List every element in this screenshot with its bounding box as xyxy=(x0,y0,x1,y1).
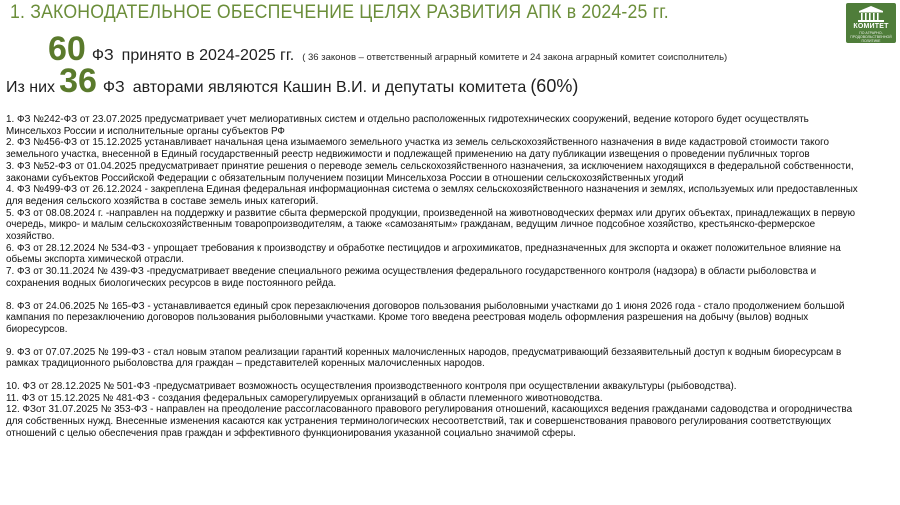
list-item: 2. ФЗ №456-ФЗ от 15.12.2025 устанавливает начальная цена изымаемого земельного участка из земель сельскохозяйственного назначения в виде кадастровой стоимости такого земельного участка, внесенной в Единый государственный реестр недвижимости и подлежащей применению на дату публикации извещения о проведении публичных торгов xyxy=(6,137,829,161)
authored-laws-text: авторами являются Кашин В.И. и депутаты комитета xyxy=(132,79,527,96)
laws-list xyxy=(6,114,863,440)
logo-name: КОМИТЕТ xyxy=(853,23,889,30)
list-item: 8. ФЗ от 24.06.2025 № 165-ФЗ - устанавливается единый срок перезаключения договоров пользования рыболовными участками до 1 июня 2026 года - стало продолжением большой кампания по перезаключению договоров пользования рыболовными участками. Кроме того введена реестровая модель оформления разрешения на добычу (вылов) водных биоресурсов. xyxy=(6,300,845,335)
authored-laws-stat xyxy=(6,64,578,98)
authored-laws-number: 36 xyxy=(59,62,97,100)
list-item: 12. ФЗот 31.07.2025 № 353-ФЗ - направлен на преодоление рассогласованного правового регулирования отношений, касающихся ведения гражданами садоводства и огородничества для собственных нужд. Внесенные изменения касаются как устранения терминологических несоответствий, так и совершенствования правового регулирования соответствующих отношений с целью обеспечения прав граждан и эффективного функционирования указанной социально значимой сферы. xyxy=(6,404,853,439)
authored-prefix: Из них xyxy=(6,79,56,96)
authored-laws-unit: ФЗ xyxy=(102,79,125,96)
list-item: 3. ФЗ №52-ФЗ от 01.04.2025 предусматривает принятие решения о переводе земель сельскохозяйственного назначения, за исключением находящихся в федеральной собственности, законами субъектов Российской Федерации с обязательным получением позиции Минсельхоза России в отношении сельскохозяйственных угодий xyxy=(6,160,854,184)
list-item: 9. ФЗ от 07.07.2025 № 199-ФЗ - стал новым этапом реализации гарантий коренных малочисленных народов, предусматривающий беззаявительный доступ к водным биоресурсам в рамках традиционного рыболовства для граждан – представителей коренных малочисленных народов. xyxy=(6,346,842,370)
list-item: 1. ФЗ №242-ФЗ от 23.07.2025 предусматривает учет мелиоративных систем и отдельно расположенных гидротехнических сооружений, ведение которого будет осуществлять Минсельхоз России и исполнительные органы субъектов РФ xyxy=(6,114,809,137)
list-item: 6. ФЗ от 28.12.2024 № 534-ФЗ - упрощает требования к производству и обработке пестицидов и агрохимикатов, предназначенных для экспорта и окажет положительное влияние на обьемы экспорта химической отрасли. xyxy=(6,242,841,266)
page-title: 1. ЗАКОНОДАТЕЛЬНОЕ ОБЕСПЕЧЕНИЕ ЦЕЛЯХ РАЗВИТИЯ АПК в 2024-25 гг. xyxy=(10,2,669,23)
logo-subtitle: ПО АГРАРНО-ПРОДОВОЛЬСТВЕННОЙ ПОЛИТИКЕ xyxy=(850,31,892,43)
total-laws-stat xyxy=(48,32,727,66)
list-item: 11. ФЗ от 15.12.2025 № 481-ФЗ - создания федеральных саморегулируемых организаций в области племенного животноводства. xyxy=(6,392,603,404)
authored-laws-percent: (60%) xyxy=(530,76,579,96)
list-item: 5. ФЗ от 08.08.2024 г. -направлен на поддержку и развитие сбыта фермерской продукции, произведенной на животноводческих фермах или других объектах, принадлежащих в первую очередь, микро- и малым сельскохозяйственным товаропроизводителям, а также «самозанятым» гражданам, ведущим личное подсобное хозяйство, крестьянско-фермерское хозяйство. xyxy=(6,207,856,243)
list-item: 7. ФЗ от 30.11.2024 № 439-ФЗ -предусматривает введение специального режима осуществления федерального государственного контроля (надзора) в области рыболовства и сохранения водных биологических ресурсов в виде постоянного рейда. xyxy=(6,266,817,289)
total-laws-number: 60 xyxy=(48,30,86,68)
list-item: 4. ФЗ №499-ФЗ от 26.12.2024 - закреплена Единая федеральная информационная система о землях сельскохозяйственного назначения и землях, используемых или предоставленных для ведения сельского хозяйства в составе земель иных категорий. xyxy=(6,184,858,207)
total-laws-unit: ФЗ xyxy=(91,47,114,64)
total-laws-text: принято в 2024-2025 гг. xyxy=(121,47,295,64)
committee-logo xyxy=(846,3,896,43)
building-icon xyxy=(856,5,886,23)
list-item: 10. ФЗ от 28.12.2025 № 501-ФЗ -предусматривает возможность осуществления производственного контроля при осуществлении аквакультуры (рыбоводства). xyxy=(6,381,737,393)
total-laws-note: ( 36 законов – ответственный аграрный комитете и 24 закона аграрный комитет соисполнитель) xyxy=(302,52,728,63)
